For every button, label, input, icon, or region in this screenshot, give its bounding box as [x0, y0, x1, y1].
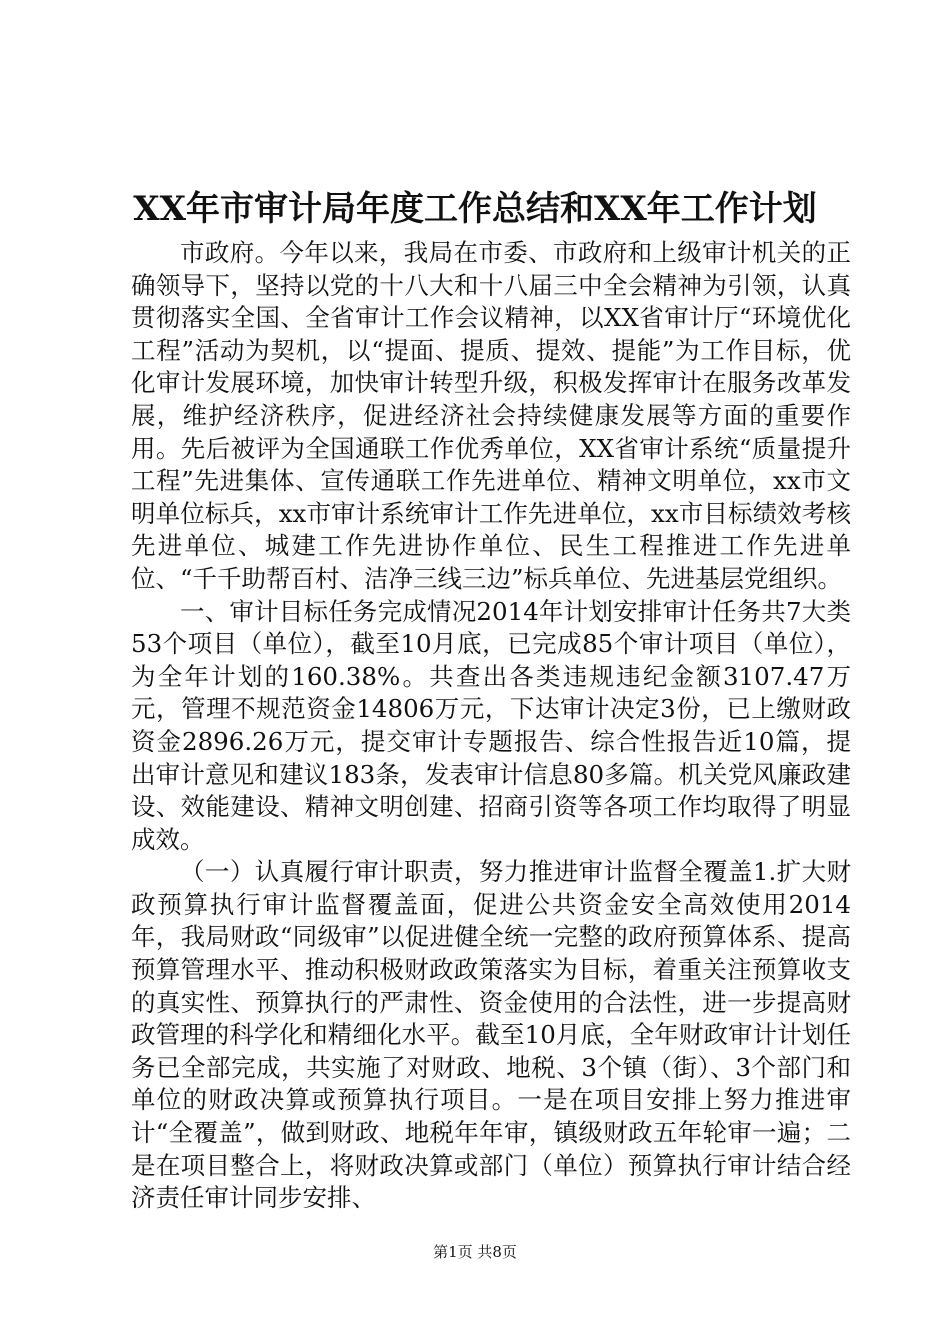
paragraph-section-one: 一、审计目标任务完成情况2014年计划安排审计任务共7大类53个项目（单位），截至10月底，已完成85个审计项目（单位），为全年计划的160.38%。共查出各类违规违纪金额3107.47万元，管理不规范资金14806万元，下达审计决定3份，已上缴财政资金2896.26万元，提交审计专题报告、综合性报告近10篇，提出审计意见和建议183条，发表审计信息80多篇。机关党风廉政建设、效能建设、精神文明创建、招商引资等各项工作均取得了明显成效。: [131, 596, 851, 854]
document-body: [131, 237, 851, 1215]
paragraph-subsection-one: （一）认真履行审计职责，努力推进审计监督全覆盖1.扩大财政预算执行审计监督覆盖面，促进公共资金安全高效使用2014年，我局财政“同级审”以促进健全统一完整的政府预算体系、提高预算管理水平、推动积极财政政策落实为目标，着重关注预算收支的真实性、预算执行的严肃性、资金使用的合法性，进一步提高财政管理的科学化和精细化水平。截至10月底，全年财政审计计划任务已全部完成，共实施了对财政、地税、3个镇（街）、3个部门和单位的财政决算或预算执行项目。一是在项目安排上努力推进审计“全覆盖”，做到财政、地税年年审，镇级财政五年轮审一遍；二是在项目整合上，将财政决算或部门（单位）预算执行审计结合经济责任审计同步安排、: [131, 857, 851, 1213]
paragraph-intro: 市政府。今年以来，我局在市委、市政府和上级审计机关的正确领导下，坚持以党的十八大和十八届三中全会精神为引领，认真贯彻落实全国、全省审计工作会议精神，以XX省审计厅“环境优化工程”活动为契机，以“提面、提质、提效、提能”为工作目标，优化审计发展环境，加快审计转型升级，积极发挥审计在服务改革发展，维护经济秩序，促进经济社会持续健康发展等方面的重要作用。先后被评为全国通联工作优秀单位，XX省审计系统“质量提升工程”先进集体、宣传通联工作先进单位、精神文明单位，xx市文明单位标兵，xx市审计系统审计工作先进单位，xx市目标绩效考核先进单位、城建工作先进协作单位、民生工程推进工作先进单位、“千千助帮百村、洁净三线三边”标兵单位、先进基层党组织。: [131, 238, 851, 593]
page-number-footer: 第1页 共8页: [433, 1243, 517, 1261]
document-title: XX年市审计局年度工作总结和XX年工作计划: [133, 189, 817, 229]
